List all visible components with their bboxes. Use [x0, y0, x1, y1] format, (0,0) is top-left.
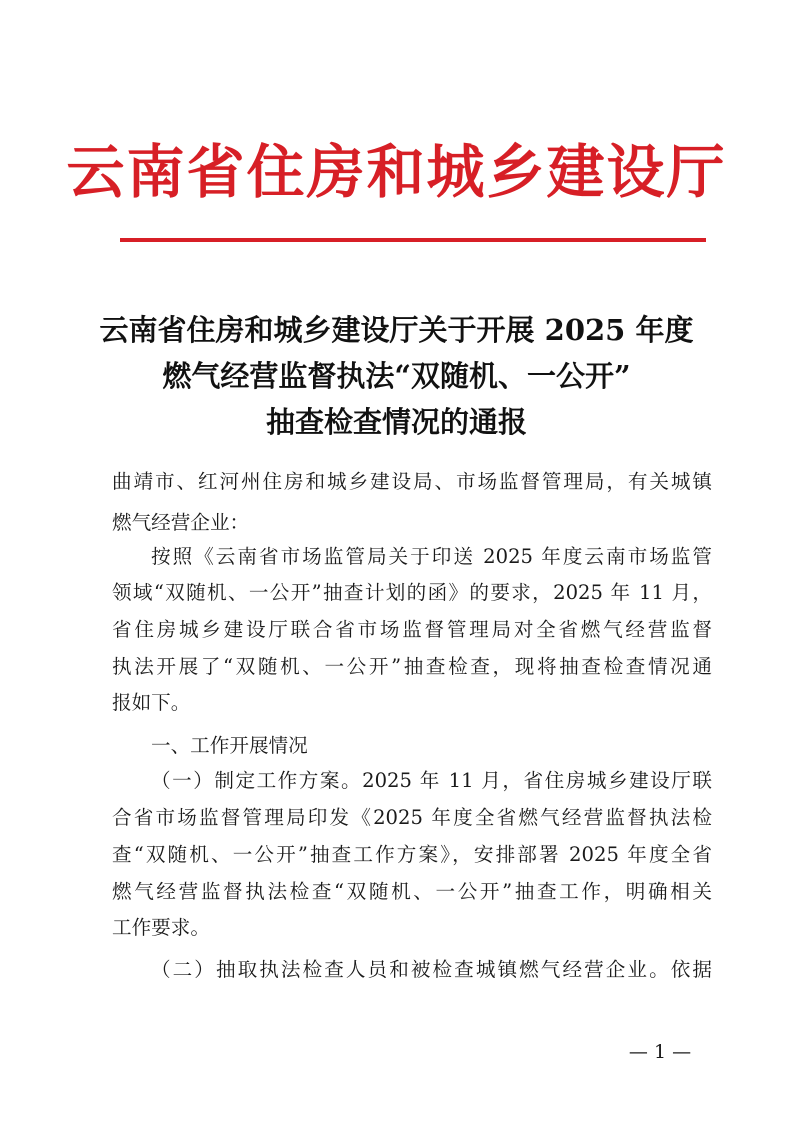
page-number: — 1 — [628, 1041, 692, 1063]
paragraph-1-line-1: 按照《云南省市场监管局关于印送 2025 年度云南市场监管 [151, 545, 712, 568]
paragraph-1-line-5: 报如下。 [112, 691, 191, 714]
document-title-line-2: 燃气经营监督执法“双随机、一公开” [162, 359, 631, 393]
item-1-line-4: 燃气经营监督执法检查“双随机、一公开”抽查工作，明确相关 [112, 880, 712, 903]
addressee-line-1: 曲靖市、红河州住房和城乡建设局、市场监督管理局，有关城镇 [112, 470, 712, 493]
issuer-masthead: 云南省住房和城乡建设厅 [66, 138, 727, 206]
item-1-line-2: 合省市场监督管理局印发《2025 年度全省燃气经营监督执法检 [112, 806, 712, 829]
section-1-heading: 一、工作开展情况 [151, 734, 308, 757]
item-2-line-1: （二）抽取执法检查人员和被检查城镇燃气经营企业。依据 [151, 958, 712, 981]
document-title-line-3: 抽查检查情况的通报 [265, 405, 527, 439]
addressee-line-2: 燃气经营企业： [112, 511, 250, 534]
document-title-line-1: 云南省住房和城乡建设厅关于开展 2025 年度 [99, 313, 694, 347]
red-separator-line [120, 238, 706, 242]
item-1-line-3: 查“双随机、一公开”抽查工作方案》，安排部署 2025 年度全省 [112, 843, 712, 866]
item-1-line-1: （一）制定工作方案。2025 年 11 月，省住房城乡建设厅联 [151, 769, 712, 792]
paragraph-1-line-3: 省住房城乡建设厅联合省市场监督管理局对全省燃气经营监督 [112, 618, 712, 641]
paragraph-1-line-4: 执法开展了“双随机、一公开”抽查检查，现将抽查检查情况通 [112, 655, 712, 678]
paragraph-1-line-2: 领域“双随机、一公开”抽查计划的函》的要求，2025 年 11 月， [112, 581, 712, 604]
item-1-line-5: 工作要求。 [112, 916, 210, 939]
